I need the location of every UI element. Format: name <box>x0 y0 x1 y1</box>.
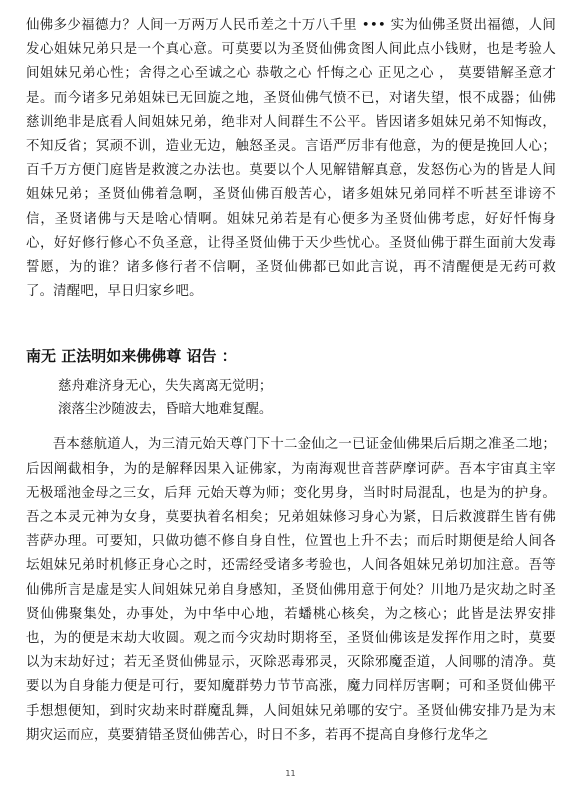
verse-line: 慈舟难济身无心，失失离离无觉明； <box>58 379 273 395</box>
section-heading: 南无 正法明如来佛佛尊 诏告 ： <box>26 347 237 366</box>
intro-paragraph: 仙佛多少福德力？人间一万两万人民币差之十万八千里 ••• 实为仙佛圣贤出福德，人间发心姐妹兄弟只是一个真心意。可莫要以为圣贤仙佛贪图人间此点小钱财，也是考验人间姐妹兄弟心性；舍得之心至诚之心 恭敬之心 忏悔之心 正见之心 ， 莫要错解圣意才是。而今诸多兄弟姐妹已无回旋之地，圣贤仙佛气愤不已，对诸失望，恨不成器；仙佛慈训绝非是底看人间姐妹兄弟，绝非对人间群生不公平。皆因诸多姐妹兄弟不知悔改，不知反省；冥顽不训，造业无边，触怒圣灵。言语严厉非有他意，为的便是挽回人心；百千万方便门庭皆是救渡之办法也。莫要以个人见解错解真意，发怒伤心为的皆是人间姐妹兄弟；圣贤仙佛着急啊，圣贤仙佛百般苦心，诸多姐妹兄弟同样不听甚至诽谤不信，圣贤诸佛与天是啥心情啊。姐妹兄弟若是有心便多为圣贤仙佛考虑，好好忏悔身心，好好修行修心不负圣意，让得圣贤仙佛于天少些忧心。圣贤仙佛于群生面前大发毒誓愿，为的谁？诸多修行者不信啊，圣贤仙佛都已如此言说，再不清醒便是无药可救了。清醒吧，早日归家乡吧。 <box>26 18 556 300</box>
verse-block <box>58 375 556 421</box>
page-number: 11 <box>285 769 296 778</box>
main-paragraph: 吾本慈航道人，为三清元始天尊门下十二金仙之一已证金仙佛果后后期之准圣二地；后因阐截相争，为的是解释因果入证佛家，为南海观世音菩萨摩诃萨。吾本宇宙真主宰 无极瑶池金母之三女，后拜 元始天尊为师；变化男身，当时时局混乱，也是为的护身。吾之本灵元神为女身，莫要执着名相矣；兄弟姐妹修习身心为紧，日后救渡群生皆有佛菩萨办理。可要知，只做功德不修自身自性，位置也上升不去；而后时期便是给人间各坛姐妹兄弟时机修正身心之时，还需经受诸多考验也，人间各姐妹兄弟切加注意。吾等仙佛所言是虚是实人间姐妹兄弟自身感知，圣贤仙佛用意于何处？川地乃是灾劫之时圣贤仙佛聚集处，办事处，为中华中心地，若蟠桃心核矣，为之核心；此皆是法界安排也，为的便是末劫大收圆。观之而今灾劫时期将至，圣贤仙佛该是发挥作用之时，莫要以为末劫好过；若无圣贤仙佛显示，灭除恶毒邪灵，灭除邪魔歪道，人间哪的清净。莫要以为自身能力便是可行，要知魔群势力节节高涨，魔力同样厉害啊；可和圣贤仙佛平手想想便知，到时灾劫来时群魔乱舞，人间姐妹兄弟哪的安宁。圣贤仙佛安排乃是为末期灾运而应，莫要猜错圣贤仙佛苦心，时日不多，若再不提高自身修行龙华之 <box>26 437 556 743</box>
verse-line: 滚落尘沙随波去，昏暗大地难复醒。 <box>58 402 273 418</box>
document-page <box>26 14 556 748</box>
